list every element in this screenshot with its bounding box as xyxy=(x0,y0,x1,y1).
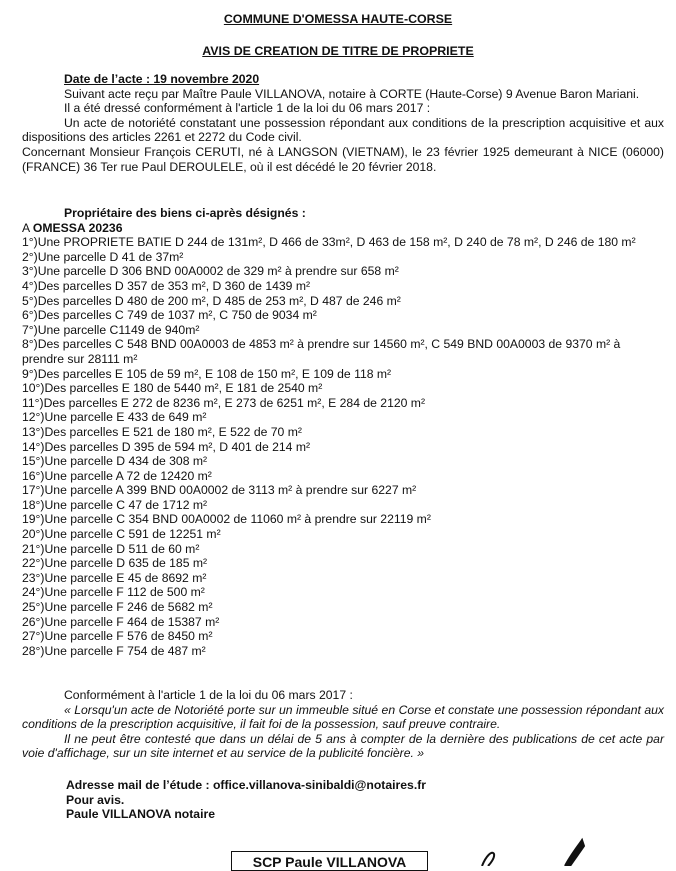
law-quote-2: Il ne peut être contesté que dans un délai de 5 ans à compter de la dernière des publications de cet acte par voie d'affichage, sur un site internet et au service de la publicité foncière. » xyxy=(22,731,664,761)
parcel-item: 12°)Une parcelle E 433 de 649 m² xyxy=(22,410,207,425)
parcel-item: 6°)Des parcelles C 749 de 1037 m², C 750 de 9034 m² xyxy=(22,308,317,323)
parcel-item: 10°)Des parcelles E 180 de 5440 m², E 181 de 2540 m² xyxy=(22,381,323,396)
owner-section xyxy=(22,206,664,658)
parcel-item: 5°)Des parcelles D 480 de 200 m², D 485 de 253 m², D 487 de 246 m² xyxy=(22,293,401,308)
parcel-item: 2°)Une parcelle D 41 de 37m² xyxy=(22,249,184,264)
office-email: Adresse mail de l’étude : office.villanova-sinibaldi@notaires.fr xyxy=(66,778,427,792)
parcel-list xyxy=(22,235,664,658)
parcel-item: 11°)Des parcelles E 272 de 8236 m², E 273 de 6251 m², E 284 de 2120 m² xyxy=(22,395,426,410)
location-prefix: A xyxy=(22,220,33,235)
parcel-item: 4°)Des parcelles D 357 de 353 m², D 360 de 1439 m² xyxy=(22,278,311,293)
law-section xyxy=(22,688,664,761)
parcel-item: 13°)Des parcelles E 521 de 180 m², E 522 de 70 m² xyxy=(22,424,302,439)
parcel-item: 18°)Une parcelle C 47 de 1712 m² xyxy=(22,497,208,512)
law-quote-1: « Lorsqu'un acte de Notoriété porte sur un immeuble situé en Corse et constate une possession répondant aux conditions de la prescription acquisitive, il fait foi de la possession, sauf preuve contraire. xyxy=(22,702,664,732)
parcel-item: 3°)Une parcelle D 306 BND 00A0002 de 329 m² à prendre sur 658 m² xyxy=(22,264,399,279)
signature-stroke-1 xyxy=(482,853,494,866)
parcel-item: 15°)Une parcelle D 434 de 308 m² xyxy=(22,454,208,469)
contact-section xyxy=(66,778,626,822)
owner-heading: Propriétaire des biens ci-après désignés : xyxy=(64,206,306,220)
parcel-item: 14°)Des parcelles D 395 de 594 m², D 401 de 214 m² xyxy=(22,439,311,454)
parcel-item: 21°)Une parcelle D 511 de 60 m² xyxy=(22,541,200,556)
signature-stroke-2 xyxy=(565,840,584,866)
parcel-item: 16°)Une parcelle A 72 de 12420 m² xyxy=(22,468,212,483)
signatory-name: Paule VILLANOVA notaire xyxy=(66,807,215,822)
parcel-item: 27°)Une parcelle F 576 de 8450 m² xyxy=(22,629,213,644)
location-line xyxy=(22,221,664,236)
parcel-item: 28°)Une parcelle F 754 de 487 m² xyxy=(22,643,206,658)
parcel-item: 9°)Des parcelles E 105 de 59 m², E 108 de 150 m², E 109 de 118 m² xyxy=(22,366,392,381)
notary-stamp: SCP Paule VILLANOVA xyxy=(231,851,428,871)
location-name: OMESSA 20236 xyxy=(32,220,123,235)
deed-date: Date de l’acte : 19 novembre 2020 xyxy=(64,72,260,86)
commune-title: COMMUNE D'OMESSA HAUTE-CORSE xyxy=(223,12,453,26)
parcel-item: 8°)Des parcelles C 548 BND 00A0003 de 4853 m² à prendre sur 14560 m², C 549 BND 00A0003 de 9370 m² à prendre sur 28111 m² xyxy=(22,337,621,366)
law-reference: Il a été dressé conformément à l'article 1 de la loi du 06 mars 2017 : xyxy=(64,101,431,116)
notoriety-statement: Un acte de notoriété constatant une possession répondant aux conditions de la prescription acquisitive et aux dispositions des articles 2261 et 2272 du Code civil. xyxy=(22,115,664,145)
pour-avis: Pour avis. xyxy=(66,792,125,807)
parcel-item: 26°)Une parcelle F 464 de 15387 m² xyxy=(22,614,220,629)
parcel-item: 23°)Une parcelle E 45 de 8692 m² xyxy=(22,570,207,585)
parcel-item: 19°)Une parcelle C 354 BND 00A0002 de 11060 m² à prendre sur 22119 m² xyxy=(22,512,431,527)
law-intro: Conformément à l'article 1 de la loi du 06 mars 2017 : xyxy=(64,688,353,702)
notary-line: Suivant acte reçu par Maître Paule VILLANOVA, notaire à CORTE (Haute-Corse) 9 Avenue Baron Mariani. xyxy=(64,86,640,101)
parcel-item: 22°)Une parcelle D 635 de 185 m² xyxy=(22,556,208,571)
concerning-person: Concernant Monsieur François CERUTI, né à LANGSON (VIETNAM), le 23 février 1925 demeurant à NICE (06000) (FRANCE) 36 Ter rue Paul DEROULELE, où il est décédé le 20 février 2018. xyxy=(22,144,664,174)
parcel-item: 1°)Une PROPRIETE BATIE D 244 de 131m², D 466 de 33m², D 463 de 158 m², D 240 de 78 m², D 246 de 180 m² xyxy=(22,235,636,250)
parcel-item: 17°)Une parcelle A 399 BND 00A0002 de 3113 m² à prendre sur 6227 m² xyxy=(22,483,417,498)
parcel-item: 20°)Une parcelle C 591 de 12251 m² xyxy=(22,527,221,542)
intro-section xyxy=(22,72,664,174)
parcel-item: 25°)Une parcelle F 246 de 5682 m² xyxy=(22,600,213,615)
document-title: AVIS DE CREATION DE TITRE DE PROPRIETE xyxy=(202,44,474,58)
parcel-item: 7°)Une parcelle C1149 de 940m² xyxy=(22,322,200,337)
parcel-item: 24°)Une parcelle F 112 de 500 m² xyxy=(22,585,205,600)
